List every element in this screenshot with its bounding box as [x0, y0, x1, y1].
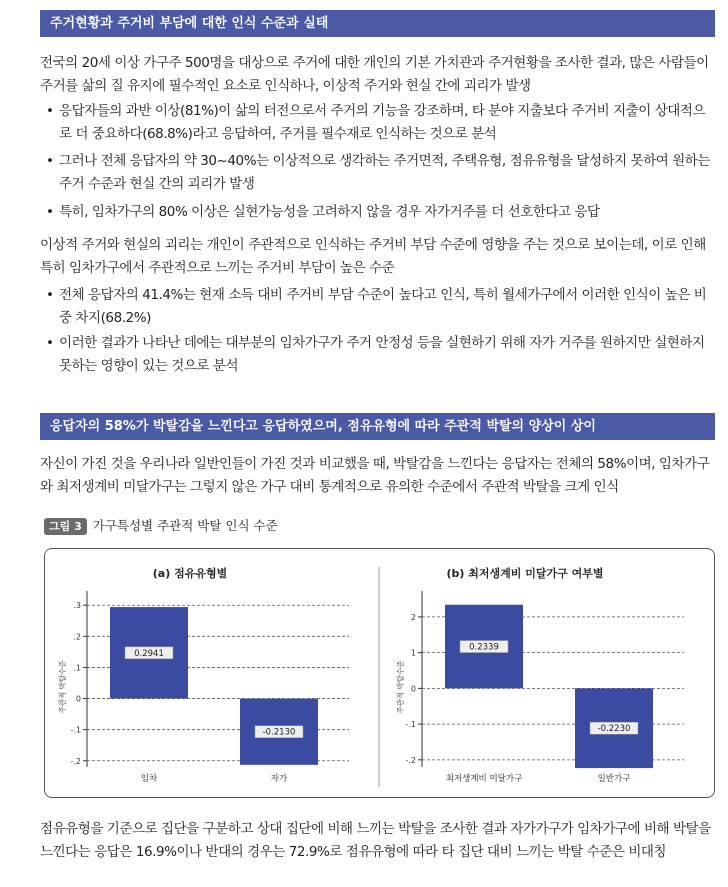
bullet-dot-icon: • — [46, 287, 54, 303]
data-label: 0.2941 — [134, 648, 164, 659]
bullet-item: • 그러나 전체 응답자의 약 30~40%는 이상적으로 생각하는 주거면적, 주택유형, 점유유형을 달성하지 못하여 원하는 주거 수준과 현실 간의 괴리가 발생 — [46, 150, 715, 196]
figure-box — [44, 548, 715, 798]
bullet-item: • 전체 응답자의 41.4%는 현재 소득 대비 주거비 부담 수준이 높다고 인식, 특히 월세가구에서 이러한 인식이 높은 비중 차지(68.2%) — [46, 284, 715, 330]
y-tick-label: 0 — [75, 694, 81, 704]
bullet-dot-icon: • — [46, 103, 54, 119]
data-label: 0.2339 — [469, 642, 499, 653]
data-label: -0.2230 — [597, 724, 631, 735]
y-tick-label: -.2 — [405, 755, 416, 765]
y-tick-label: 2 — [410, 612, 416, 622]
y-tick-label: .3 — [73, 601, 81, 611]
bullet-dot-icon: • — [46, 335, 54, 351]
figure-caption: 그림 3 가구특성별 주관적 박탈 인식 수준 — [44, 517, 278, 535]
paragraph: 이상적 주거와 현실의 괴리는 개인이 주관적으로 인식하는 주거비 부담 수준에 영향을 주는 것으로 보이는데, 이로 인해 특히 임차가구에서 주관적으로 느끼는 주거비 부담이 높은 수준 — [40, 237, 706, 276]
y-tick-label: -.2 — [70, 756, 81, 766]
category-label: 임차 — [140, 774, 158, 784]
chart-title: (a) 점유유형별 — [152, 567, 228, 580]
y-tick-label: -.1 — [405, 720, 416, 730]
category-label: 일반가구 — [597, 774, 631, 784]
bullet-item: • 응답자들의 과반 이상(81%)이 삶의 터전으로서 주거의 기능을 강조하며, 타 분야 지출보다 주거비 지출이 상대적으로 더 중요하다(68.8%)라고 응답하여, 주거를 필수재로 인식하는 것으로 분석 — [46, 100, 715, 146]
bullet-dot-icon: • — [46, 204, 54, 220]
paragraph: 점유유형을 기준으로 집단을 구분하고 상대 집단에 비해 느끼는 박탈을 조사한 결과 자가가구가 임차가구에 비해 박탈을 느낀다는 응답은 16.9%이나 반대의 경우는 72.9%로 점유유형에 따라 타 집단 대비 느끼는 박탈 수준은 비대칭 — [40, 821, 711, 860]
bullet-item: • 이러한 결과가 나타난 데에는 대부분의 임차가구가 주거 안정성 등을 실현하기 위해 자가 거주를 원하지만 실현하지 못하는 영향이 있는 것으로 분석 — [46, 332, 715, 378]
paragraph: 전국의 20세 이상 가구주 500명을 대상으로 주거에 대한 개인의 기본 가치관과 주거현황을 조사한 결과, 많은 사람들이 주거를 삶의 질 유지에 필수적인 요소로 인식하나, 이상적 주거와 현실 간에 괴리가 발생 — [40, 55, 709, 94]
chart-title: (b) 최저생계비 미달가구 여부별 — [446, 567, 604, 580]
y-tick-label: 1 — [410, 648, 416, 658]
y-axis-label: 주관적 박탈수준 — [58, 660, 67, 714]
bullet-item: • 특히, 임차가구의 80% 이상은 실현가능성을 고려하지 않을 경우 자가거주를 더 선호한다고 응답 — [46, 201, 715, 224]
data-label: -0.2130 — [262, 727, 296, 738]
y-tick-label: -.1 — [70, 725, 81, 735]
section-header: 응답자의 58%가 박탈감을 느낀다고 응답하였으며, 점유유형에 따라 주관적 박탈의 양상이 상이 — [40, 413, 715, 440]
section-header: 주거현황과 주거비 부담에 대한 인식 수준과 실태 — [40, 10, 715, 37]
y-tick-label: .1 — [73, 663, 81, 673]
chart-svg — [45, 549, 714, 797]
figure-tag: 그림 3 — [44, 518, 87, 535]
bullet-dot-icon: • — [46, 153, 54, 169]
y-tick-label: .2 — [73, 632, 81, 642]
y-axis-label: 주관적 박탈수준 — [396, 660, 405, 714]
category-label: 최저생계비 미달가구 — [445, 774, 523, 784]
category-label: 자가 — [270, 774, 288, 784]
paragraph: 자신이 가진 것을 우리나라 일반인들이 가진 것과 비교했을 때, 박탈감을 느낀다는 응답자는 전체의 58%이며, 임차가구와 최저생계비 미달가구는 그렇지 않은 가구 대비 통계적으로 유의한 수준에서 주관적 박탈을 크게 인식 — [40, 456, 710, 495]
y-tick-label: 0 — [410, 684, 416, 694]
